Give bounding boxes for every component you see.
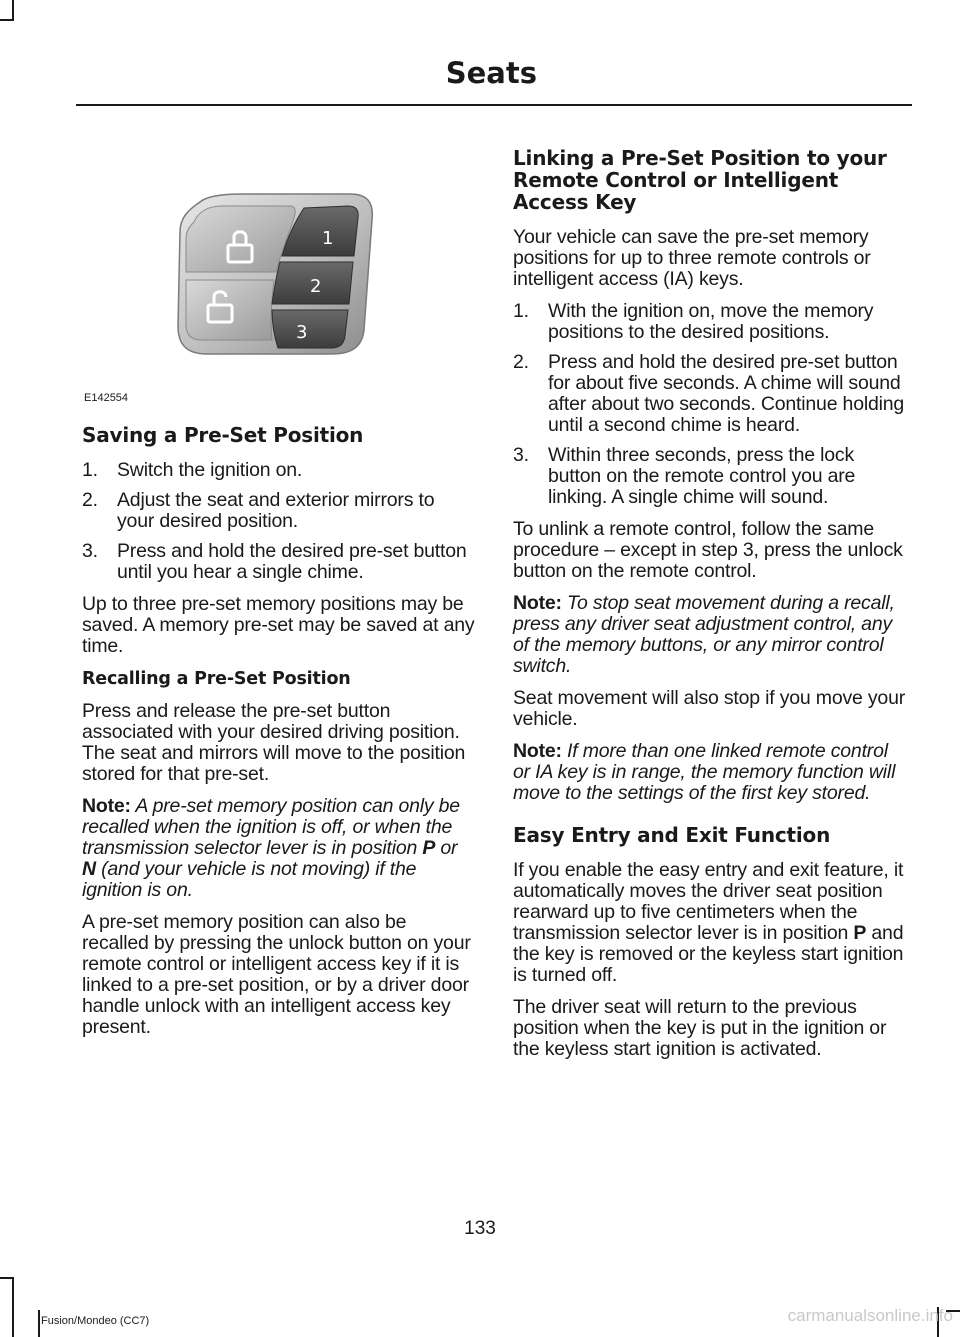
header-rule bbox=[76, 104, 912, 106]
footer-model: Fusion/Mondeo (CC7) bbox=[41, 1315, 150, 1327]
heading-saving: Saving a Pre-Set Position bbox=[82, 423, 364, 447]
memory-button-1-label: 1 bbox=[322, 228, 334, 249]
crop-mark bbox=[12, 1277, 14, 1337]
list-item: 2. Press and hold the desired pre-set button for about five seconds. A chime will sound after about two seconds. Continue holding until a second chime is heard. bbox=[513, 351, 905, 436]
return-paragraph: The driver seat will return to the previous position when the key is put in the ignition or the keyless start ignition is activated. bbox=[513, 996, 887, 1060]
crop-mark bbox=[0, 1277, 14, 1279]
crop-mark bbox=[38, 1310, 40, 1337]
recalling-paragraph: Press and release the pre-set button associated with your desired driving position. The seat and mirrors will move to the position stored for that pre-set. bbox=[82, 700, 466, 785]
note-stop-movement: Note: To stop seat movement during a recall, press any driver seat adjustment control, any of the memory buttons, or any mirror control switch. bbox=[513, 592, 895, 677]
heading-linking: Linking a Pre-Set Position to your Remote Control or Intelligent Access Key bbox=[513, 146, 887, 214]
list-item: 3. Within three seconds, press the lock button on the remote control you are linking. A single chime will sound. bbox=[513, 444, 856, 508]
list-item: 2. Adjust the seat and exterior mirrors to your desired position. bbox=[82, 489, 435, 532]
note-recall: Note: A pre-set memory position can only be recalled when the ignition is off, or when the transmission selector lever is in position P or N (and your vehicle is not moving) if the ignition is on. bbox=[82, 795, 460, 901]
heading-recalling: Recalling a Pre-Set Position bbox=[82, 669, 351, 689]
memory-buttons-illustration bbox=[82, 140, 476, 390]
right-column bbox=[513, 147, 910, 1071]
linking-paragraph: Your vehicle can save the pre-set memory positions for up to three remote controls or intelligent access (IA) keys. bbox=[513, 226, 871, 290]
saving-paragraph: Up to three pre-set memory positions may be saved. A memory pre-set may be saved at any time. bbox=[82, 593, 475, 657]
memory-button-3-label: 3 bbox=[296, 322, 308, 343]
figure-id: E142554 bbox=[84, 392, 129, 404]
crop-mark bbox=[0, 19, 14, 21]
list-item: 1. Switch the ignition on. bbox=[82, 459, 303, 481]
unlock-button bbox=[186, 280, 274, 340]
page-header-title: Seats bbox=[445, 56, 537, 90]
left-column bbox=[82, 140, 476, 1049]
crop-mark bbox=[12, 0, 14, 20]
movement-paragraph: Seat movement will also stop if you move your vehicle. bbox=[513, 687, 906, 730]
recall-remote-paragraph: A pre-set memory position can also be recalled by pressing the unlock button on your remote control or intelligent access key if it is linked to a pre-set position, or by a driver door handle unlock with an intelligent access key present. bbox=[82, 911, 471, 1038]
unlink-paragraph: To unlink a remote control, follow the same procedure – except in step 3, press the unlock button on the remote control. bbox=[513, 518, 903, 582]
linking-steps-list bbox=[513, 301, 910, 508]
list-item: 1. With the ignition on, move the memory positions to the desired positions. bbox=[513, 300, 874, 343]
memory-button-2-label: 2 bbox=[310, 276, 322, 297]
memory-seat-buttons-figure bbox=[82, 140, 476, 410]
footer-watermark: carmanualsonline.info bbox=[787, 1306, 953, 1325]
list-item: 3. Press and hold the desired pre-set button until you hear a single chime. bbox=[82, 540, 467, 583]
memory-button-3 bbox=[272, 310, 348, 348]
saving-steps-list bbox=[82, 460, 476, 583]
easy-entry-paragraph: If you enable the easy entry and exit feature, it automatically moves the driver seat position rearward up to five centimeters when the transmission selector lever is in position P and the key is removed or the keyless start ignition is turned off. bbox=[513, 859, 904, 986]
note-linked-remote: Note: If more than one linked remote control or IA key is in range, the memory function will move to the settings of the first key stored. bbox=[513, 740, 896, 804]
heading-easy-entry: Easy Entry and Exit Function bbox=[513, 823, 831, 847]
page-number: 133 bbox=[464, 1218, 496, 1239]
